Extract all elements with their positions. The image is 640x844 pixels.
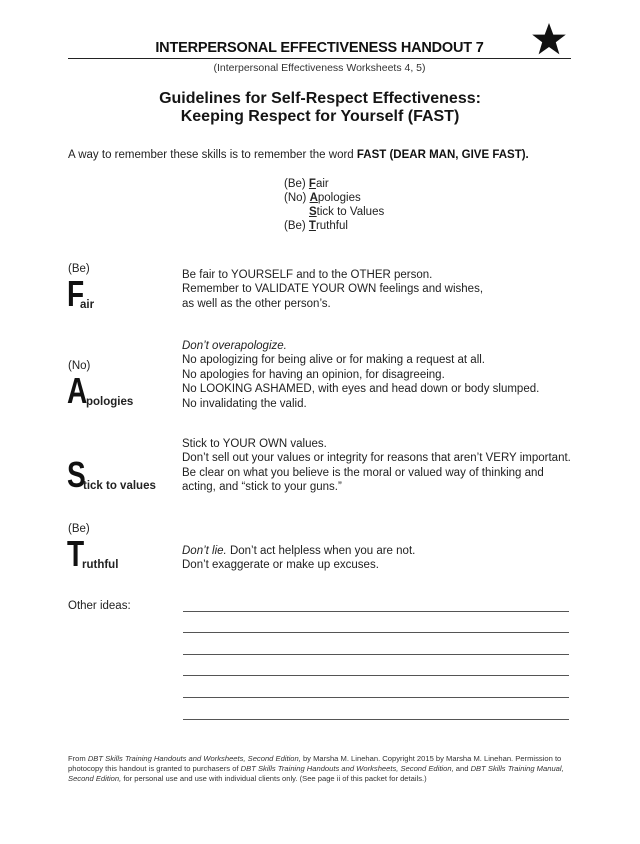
acronym-letter: A [309, 192, 318, 204]
footer-italic: DBT Skills Training Handouts and Worksheets, Second Edition, [87, 754, 301, 763]
section-apologies-word: pologies [86, 396, 134, 408]
acronym-truthful [284, 220, 348, 232]
section-line-rest: Don’t act helpless when you are not. [226, 545, 416, 557]
acronym-prefix: (Be) [284, 178, 309, 190]
section-stick-word: tick to values [83, 480, 156, 492]
section-line-1 [182, 544, 415, 558]
footer-text: From [68, 754, 88, 763]
other-ideas-line[interactable] [183, 611, 569, 612]
acronym-apologies [284, 192, 361, 204]
acronym-rest: tick to Values [316, 206, 385, 218]
other-ideas-line[interactable] [183, 719, 569, 720]
other-ideas-line[interactable] [183, 675, 569, 676]
acronym-letter: S [309, 206, 317, 218]
section-line: No apologies for having an opinion, for disagreeing. [182, 368, 445, 381]
copyright-footer [68, 754, 574, 784]
header-divider [68, 58, 571, 59]
other-ideas-line[interactable] [183, 654, 569, 655]
page-title-line-2: Keeping Respect for Yourself (FAST) [180, 108, 460, 125]
footer-text: and [453, 764, 471, 773]
intro-plain: A way to remember these skills is to remember the word [68, 149, 357, 161]
section-truthful-letter: T [67, 533, 85, 574]
other-ideas-line[interactable] [183, 697, 569, 698]
section-line: Remember to VALIDATE YOUR OWN feelings and wishes, [182, 283, 484, 296]
page-title-line-1: Guidelines for Self-Respect Effectiveness: [159, 90, 481, 107]
other-ideas-line[interactable] [183, 632, 569, 633]
acronym-rest: ruthful [315, 220, 348, 232]
acronym-letter: T [308, 220, 316, 232]
acronym-prefix: (No) [284, 192, 310, 204]
section-stick-text [182, 437, 571, 495]
intro-text [68, 149, 529, 161]
section-italic-line: Don’t overapologize. [182, 340, 287, 352]
star-icon [531, 22, 567, 56]
section-apologies-letter: A [67, 370, 88, 411]
section-italic-prefix: Don’t lie. [182, 545, 227, 557]
section-stick-letter: S [67, 454, 86, 495]
section-line: No invalidating the valid. [182, 397, 307, 410]
acronym-stick [309, 206, 384, 218]
section-line: Be clear on what you believe is the moral or valued way of thinking and [182, 466, 544, 479]
section-line: Don’t exaggerate or make up excuses. [182, 559, 379, 572]
section-fair-letter: F [67, 273, 85, 314]
section-truthful-text [182, 544, 415, 573]
section-truthful-word: ruthful [82, 559, 119, 571]
handout-header-title: INTERPERSONAL EFFECTIVENESS HANDOUT 7 [155, 40, 484, 56]
other-ideas-label: Other ideas: [68, 600, 131, 612]
footer-text: by Marsha M. Linehan. Copyright 2015 by Marsha M. Linehan. Permission to photocopy this handout is granted to purchasers of [68, 754, 562, 773]
acronym-rest: air [315, 178, 329, 190]
section-line: Don’t sell out your values or integrity for reasons that aren’t VERY important. [182, 452, 571, 465]
section-truthful-paren: (Be) [68, 523, 90, 535]
footer-italic: DBT Skills Training Manual, Second Edition, [68, 764, 564, 783]
section-apologies-paren: (No) [68, 360, 91, 372]
section-fair-text [182, 268, 483, 311]
section-line: No LOOKING ASHAMED, with eyes and head down or body slumped. [182, 383, 540, 396]
section-line: Stick to YOUR OWN values. [182, 438, 327, 450]
section-fair-paren: (Be) [68, 263, 90, 275]
section-apologies-text [182, 339, 539, 411]
acronym-rest: pologies [317, 192, 361, 204]
section-line: as well as the other person’s. [182, 297, 331, 310]
section-line: Be fair to YOURSELF and to the OTHER person. [182, 269, 433, 281]
section-line: acting, and “stick to your guns.” [182, 481, 342, 494]
section-fair-word: air [80, 299, 95, 311]
acronym-letter: F [308, 178, 316, 190]
footer-italic: DBT Skills Training Handouts and Worksheets, Second Edition, [240, 764, 454, 773]
acronym-prefix: (Be) [284, 220, 309, 232]
acronym-fair [284, 178, 329, 190]
section-line: No apologizing for being alive or for making a request at all. [182, 354, 486, 367]
handout-header-subtitle: (Interpersonal Effectiveness Worksheets 4, 5) [213, 62, 426, 74]
footer-text: for personal use and use with individual clients only. (See page ii of this packet for details.) [121, 774, 427, 783]
intro-bold: FAST (DEAR MAN, GIVE FAST). [356, 149, 529, 161]
